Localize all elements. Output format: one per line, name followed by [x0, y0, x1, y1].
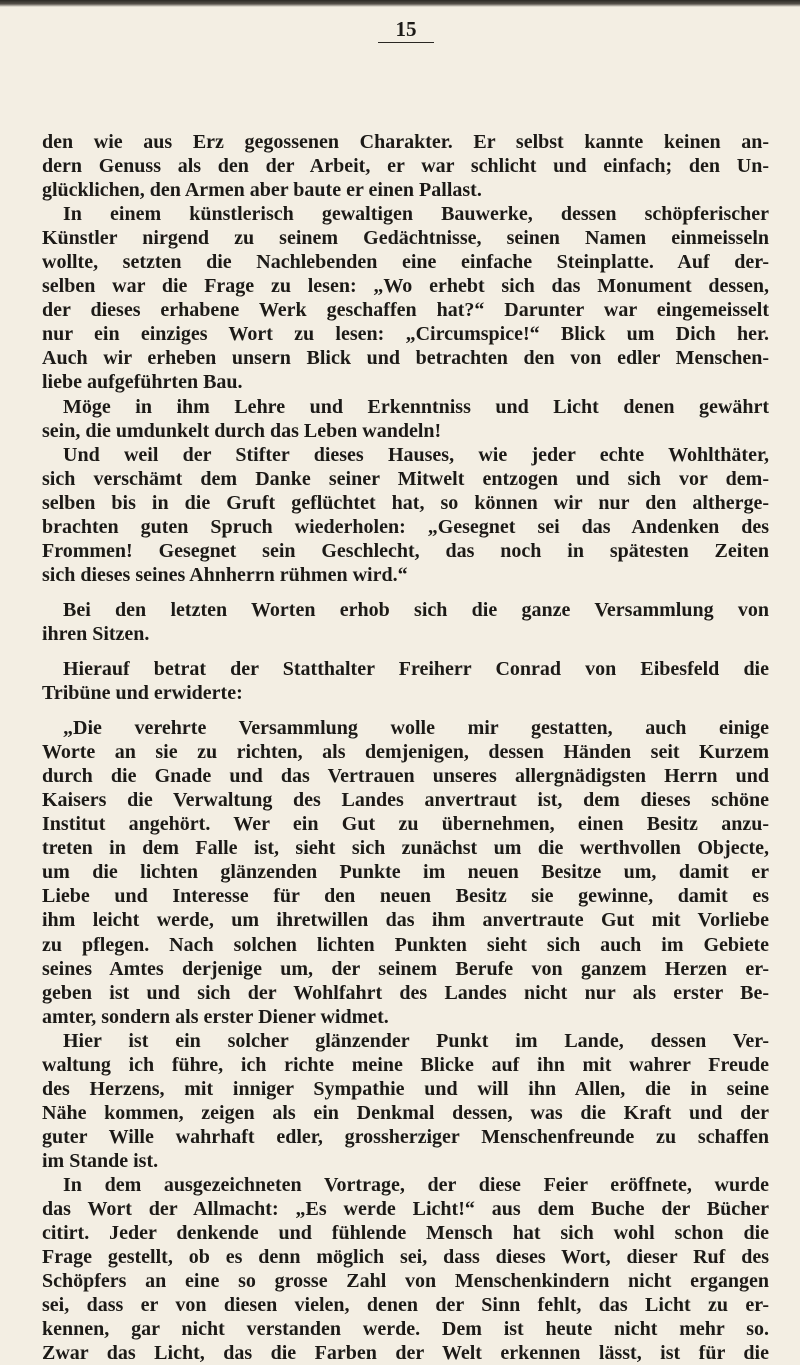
text-line: Liebe und Interesse für den neuen Besitz sie gewinne, damit es	[42, 885, 769, 908]
page-number: 15	[378, 18, 434, 43]
text-line: Frage gestellt, ob es denn möglich sei, dass dieses Wort, dieser Ruf des	[42, 1246, 769, 1269]
text-line: Möge in ihm Lehre und Erkenntniss und Licht denen gewährt	[63, 395, 769, 418]
text-line: Worte an sie zu richten, als demjenigen, dessen Händen seit Kurzem	[42, 741, 769, 764]
text-line: Frommen! Gesegnet sein Geschlecht, das noch in spätesten Zeiten	[42, 539, 769, 562]
text-line: kennen, gar nicht verstanden werde. Dem ist heute nicht mehr so.	[42, 1318, 769, 1341]
text-line: Auch wir erheben unsern Blick und betrachten den von edler Menschen-	[42, 347, 769, 370]
text-line: „Die verehrte Versammlung wolle mir gestatten, auch einige	[63, 717, 769, 740]
text-line: durch die Gnade und das Vertrauen unseres allergnädigsten Herrn und	[42, 765, 769, 788]
text-line: geben ist und sich der Wohlfahrt des Landes nicht nur als erster Be-	[42, 981, 769, 1004]
text-line: guter Wille wahrhaft edler, grossherziger Menschenfreunde zu schaffen	[42, 1125, 769, 1148]
text-line: sich verschämt dem Danke seiner Mitwelt entzogen und sich vor dem-	[42, 467, 769, 490]
text-line: wollte, setzten die Nachlebenden eine einfache Steinplatte. Auf der-	[42, 251, 769, 274]
text-line: Hierauf betrat der Statthalter Freiherr Conrad von Eibesfeld die	[63, 657, 769, 680]
text-line: Institut angehört. Wer ein Gut zu übernehmen, einen Besitz anzu-	[42, 813, 769, 836]
text-line: In dem ausgezeichneten Vortrage, der diese Feier eröffnete, wurde	[63, 1173, 769, 1196]
text-line: seines Amtes derjenige um, der seinem Berufe von ganzem Herzen er-	[42, 957, 769, 980]
text-line: Tribüne und erwiderte:	[42, 682, 243, 705]
text-line: glücklichen, den Armen aber baute er einen Pallast.	[42, 179, 482, 202]
text-line: liebe aufgeführten Bau.	[42, 371, 243, 394]
text-line: das Wort der Allmacht: „Es werde Licht!“ aus dem Buche der Bücher	[42, 1198, 769, 1221]
text-line: des Herzens, mit inniger Sympathie und will ihn Allen, die in seine	[42, 1077, 769, 1100]
text-line: Zwar das Licht, das die Farben der Welt erkennen lässt, ist für die	[42, 1342, 769, 1365]
text-line: nur ein einziges Wort zu lesen: „Circumspice!“ Blick um Dich her.	[42, 323, 769, 346]
text-line: dern Genuss als den der Arbeit, er war schlicht und einfach; den Un-	[42, 155, 769, 178]
text-line: zu pflegen. Nach solchen lichten Punkten sieht sich auch im Gebiete	[42, 933, 769, 956]
text-line: Nähe kommen, zeigen als ein Denkmal dessen, was die Kraft und der	[42, 1101, 769, 1124]
paragraph-gap	[42, 587, 769, 598]
text-line: der dieses erhabene Werk geschaffen hat?“ Darunter war eingemeisselt	[42, 299, 769, 322]
text-line: sei, dass er von diesen vielen, denen der Sinn fehlt, das Licht zu er-	[42, 1294, 769, 1317]
text-line: brachten guten Spruch wiederholen: „Gesegnet sei das Andenken des	[42, 515, 769, 538]
text-line: Schöpfers an eine so grosse Zahl von Menschenkindern nicht ergangen	[42, 1270, 769, 1293]
text-line: selben war die Frage zu lesen: „Wo erhebt sich das Monument dessen,	[42, 275, 769, 298]
text-line: Künstler nirgend zu seinem Gedächtnisse, seinen Namen einmeisseln	[42, 227, 769, 250]
text-line: Bei den letzten Worten erhob sich die ganze Versammlung von	[63, 598, 769, 621]
text-line: ihren Sitzen.	[42, 622, 150, 645]
text-line: sein, die umdunkelt durch das Leben wandeln!	[42, 419, 442, 442]
text-line: im Stande ist.	[42, 1149, 159, 1172]
text-line: Kaisers die Verwaltung des Landes anvertraut ist, dem dieses schöne	[42, 789, 769, 812]
text-line: In einem künstlerisch gewaltigen Bauwerke, dessen schöpferischer	[63, 203, 769, 226]
paragraph-gap	[42, 646, 769, 657]
text-line: amter, sondern als erster Diener widmet.	[42, 1005, 389, 1028]
scan-edge-shadow	[0, 0, 800, 7]
text-line: den wie aus Erz gegossenen Charakter. Er selbst kannte keinen an-	[42, 131, 769, 153]
text-line: waltung ich führe, ich richte meine Blicke auf ihn mit wahrer Freude	[42, 1053, 769, 1076]
text-line: selben bis in die Gruft geflüchtet hat, so können wir nur den altherge-	[42, 491, 769, 514]
text-line: Hier ist ein solcher glänzender Punkt im Lande, dessen Ver-	[63, 1029, 769, 1052]
text-line: ihm leicht werde, um ihretwillen das ihm anvertraute Gut mit Vorliebe	[42, 909, 769, 932]
text-line: treten in dem Falle ist, sieht sich zunächst um die werthvollen Objecte,	[42, 837, 769, 860]
text-line: citirt. Jeder denkende und fühlende Mensch hat sich wohl schon die	[42, 1222, 769, 1245]
text-line: Und weil der Stifter dieses Hauses, wie jeder echte Wohlthäter,	[63, 443, 769, 466]
text-line: sich dieses seines Ahnherrn rühmen wird.“	[42, 563, 408, 586]
text-line: um die lichten glänzenden Punkte im neuen Besitze um, damit er	[42, 861, 769, 884]
paragraph-gap	[42, 705, 769, 716]
body-text	[42, 130, 769, 1365]
